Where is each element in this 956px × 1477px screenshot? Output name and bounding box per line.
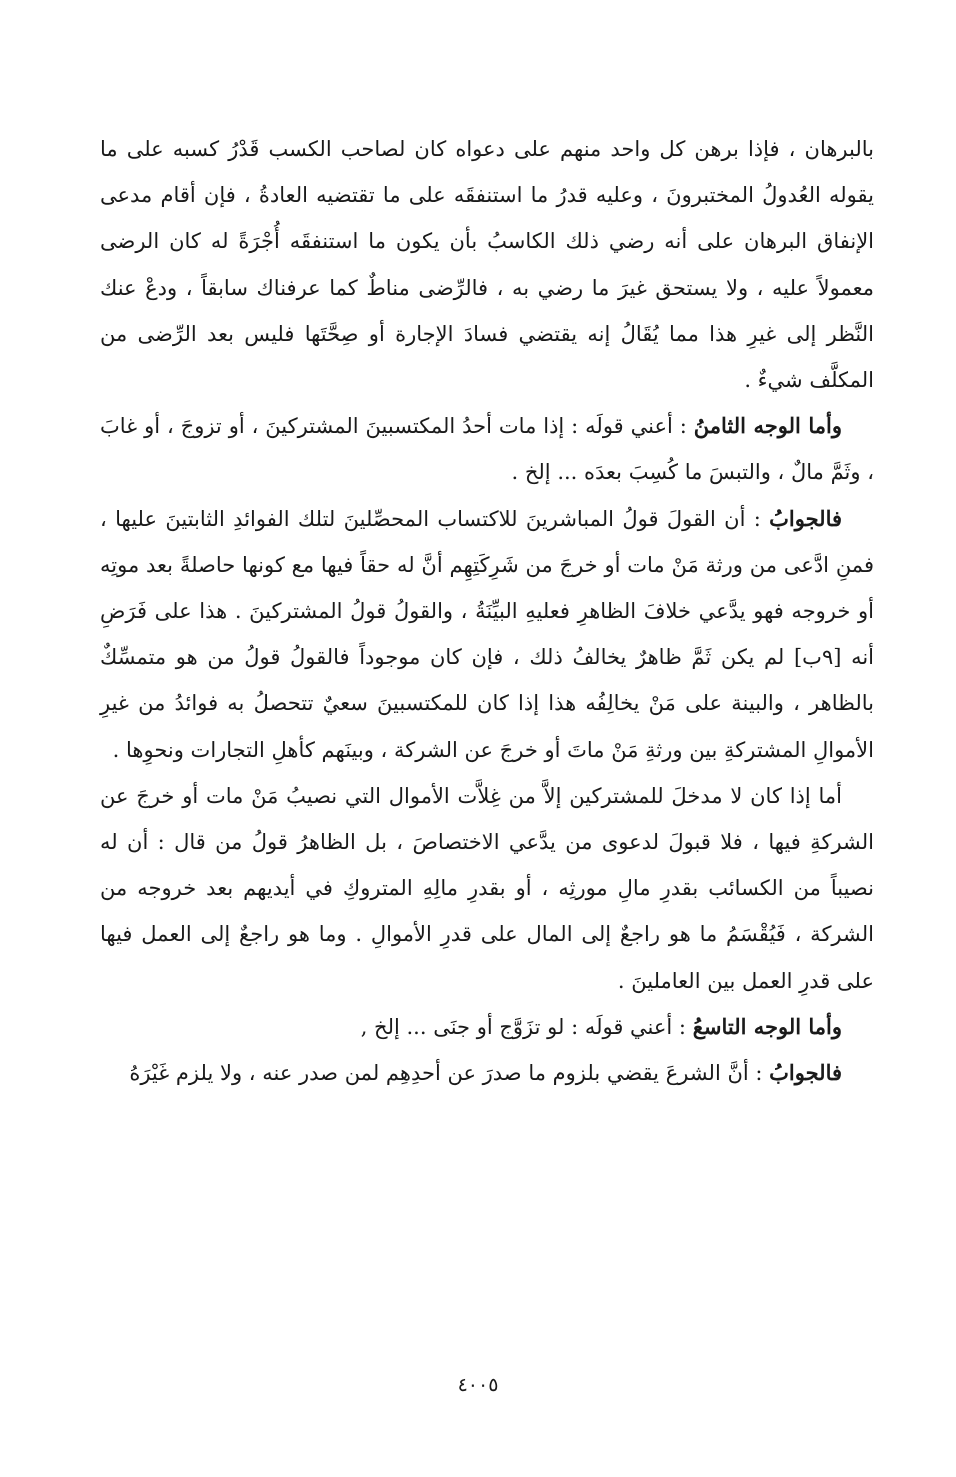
paragraph-3-lead: فالجوابُ xyxy=(769,505,842,531)
paragraph-3-text: : أن القولَ قولُ المباشرينَ للاكتساب المحصِّلينَ لتلك الفوائدِ الثابتينَ عليها ، فمنِ ادَّعى من ورثة مَنْ مات أو خرجَ من شَرِكَتِهِم أنَّ له حقاً فيها مع كونها حاصلةً بعد موتِه أو خروجه فهو يدَّعي خلافَ الظاهرِ فعليهِ البيِّنَةُ ، والقولُ قولُ المشتركينَ . هذا على فَرَضِ أنه [٩ب] لم يكن ثَمَّ ظاهرٌ يخالفُ ذلك ، فإن كان موجوداً فالقولُ قولُ من هو متمسِّكٌ بالظاهر ، والبينة على مَنْ يخالِفُه هذا إذا كان للمكتسبينَ سعيٌ تتحصلُ به فوائدُ من غيرِ الأموالِ المشتركةِ بين ورثةِ مَنْ ماتَ أو خرجَ عن الشركة ، وبينَهم كأهلِ التجارات ونحوِها . xyxy=(100,506,875,762)
paragraph-3 xyxy=(100,496,874,773)
paragraph-1-text: بالبرهان ، فإذا برهن كل واحد منهم على دعواه كان لصاحب الكسب قَدْرُ كسبه على ما يقوله العُدولُ المختبرونَ ، وعليه قدرُ ما استنفقَه على ما تقتضيه العادةُ ، فإن أقام مدعى الإنفاق البرهان على أنه رضي ذلك الكاسبُ بأن يكون ما استنفقَه أُجْرَةً له كان الرضى معمولاً عليه ، ولا يستحق غيرَ ما رضي به ، فالرِّضى مناطٌ كما عرفناك سابقاً ، ودعْ عنك النَّظر إلى غيرِ هذا مما يُقَالُ إنه يقتضي فسادَ الإجارة أو صِحَّتَها فليس بعد الرِّضى من المكلَّف شيءٌ . xyxy=(100,137,874,393)
page-number: ٤٠٠٥ xyxy=(457,1374,499,1396)
paragraph-2-text: : أعني قولَه : إذا مات أحدُ المكتسبينَ المشتركينَ ، أو تزوجَ ، أو غابَ ، وثَمَّ مالٌ ، والتبسَ ما كُسِبَ بعدَه ... إلخ . xyxy=(100,414,874,485)
paragraph-6-lead: فالجوابُ xyxy=(769,1060,842,1086)
paragraph-4 xyxy=(100,773,874,1004)
paragraph-2-lead: وأما الوجه الثامنُ xyxy=(693,413,842,439)
paragraph-6-text: : أنَّ الشرعَ يقضي بلزوم ما صدرَ عن أحدِهِم لمن صدر عنه ، ولا يلزم غَيْرَهُ xyxy=(129,1061,770,1086)
paragraph-2 xyxy=(100,403,874,495)
paragraph-5 xyxy=(100,1004,874,1050)
body-text xyxy=(100,126,874,1096)
paragraph-1 xyxy=(100,126,874,403)
paragraph-5-lead: وأما الوجه التاسعُ xyxy=(692,1013,842,1039)
paragraph-5-text: : أعني قولَه : لو تزَوَّج أو جنَى ... إلخ , xyxy=(360,1014,693,1039)
paragraph-4-text: أما إذا كان لا مدخلَ للمشتركين إلاَّ من غِلاَّت الأموال التي نصيبُ مَنْ مات أو خرجَ عن الشركةِ فيها ، فلا قبولَ لدعوى من يدَّعي الاختصاصَ ، بل الظاهرُ قولُ من قال : أن له نصيباً من الكسائب بقدرِ مالِ مورثِه ، أو بقدرِ مالِهِ المتروكِ في أيديهم بعد خروجه من الشركة ، فَيُقْسَمُ ما هو راجعٌ إلى المال على قدرِ الأموالِ . وما هو راجعٌ إلى العمل فيها على قدرِ العمل بين العاملينَ . xyxy=(100,783,874,993)
paragraph-6 xyxy=(100,1050,874,1096)
